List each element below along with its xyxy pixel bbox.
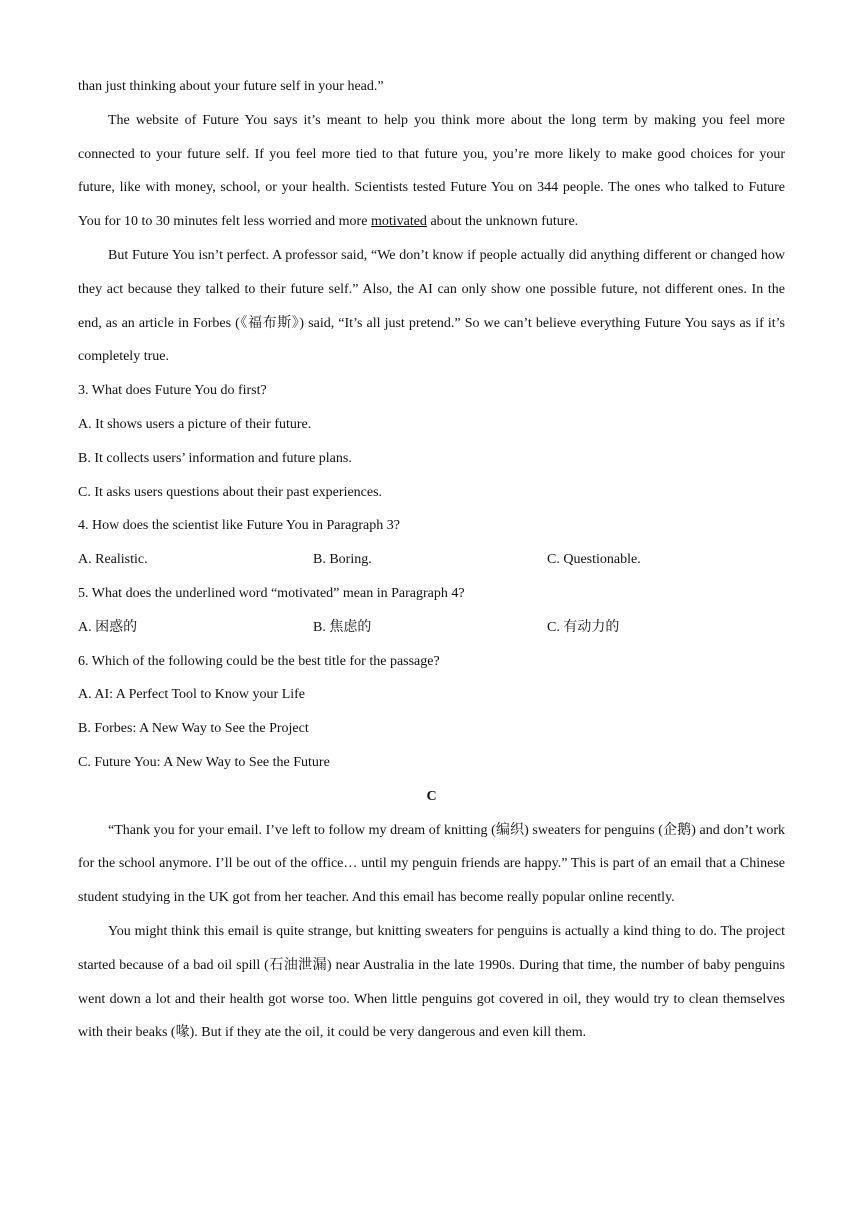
question-5-options: [78, 611, 785, 645]
question-5-option-c: C. 有动力的: [547, 619, 620, 635]
question-6-stem: 6. Which of the following could be the best title for the passage?: [78, 653, 440, 669]
question-5-stem: 5. What does the underlined word “motivated” mean in Paragraph 4?: [78, 585, 465, 601]
paragraph-email: “Thank you for your email. I’ve left to follow my dream of knitting (编织) sweaters for penguins (企鹅) and don’t work for the school anymore. I’ll be out of the office… until my penguin friends are happy.” This is part of an email that a Chinese student studying in the UK got from her teacher. And this email has become really popular online recently.: [78, 822, 785, 906]
question-4-option-b: B. Boring.: [313, 552, 372, 568]
question-4-stem: 4. How does the scientist like Future You in Paragraph 3?: [78, 518, 400, 534]
paragraph-website-text: The website of Future You says it’s meant to help you think more about the long term by making you feel more connected to your future self. If you feel more tied to that future you, you’re more likely to make good choices for your future, like with money, school, or your health. Scientists tested Future You on 344 people. The ones who talked to Future You for 10 to 30 minutes felt less worried and more: [78, 112, 785, 230]
question-3-option-b: B. It collects users’ information and future plans.: [78, 450, 352, 466]
question-3-stem: 3. What does Future You do first?: [78, 383, 267, 399]
question-4-options: [78, 543, 785, 577]
question-6-option-c: C. Future You: A New Way to See the Future: [78, 754, 330, 770]
question-6-option-a: A. AI: A Perfect Tool to Know your Life: [78, 687, 306, 703]
question-4-option-a: A. Realistic.: [78, 552, 148, 568]
paragraph-not-perfect: But Future You isn’t perfect. A professor said, “We don’t know if people actually did anything different or changed how they act because they talked to their future self.” Also, the AI can only show one possible future, not different ones. In the end, as an article in Forbes (《福布斯》) said, “It’s all just pretend.” So we can’t believe everything Future You says as if it’s completely true.: [78, 247, 785, 365]
question-5-option-b: B. 焦虑的: [313, 619, 372, 635]
paragraph-website-tail: about the unknown future.: [426, 214, 579, 230]
question-5-option-a: A. 困惑的: [78, 619, 138, 635]
paragraph-project: You might think this email is quite strange, but knitting sweaters for penguins is actually a kind thing to do. The project started because of a bad oil spill (石油泄漏) near Australia in the late 1990s. During that time, the number of baby penguins went down a lot and their health got worse too. When little penguins got covered in oil, they would try to clean themselves with their beaks (喙). But if they ate the oil, it could be very dangerous and even kill them.: [78, 923, 785, 1041]
paragraph-website: [78, 104, 785, 239]
paragraph-quote-end: than just thinking about your future self in your head.”: [78, 79, 384, 94]
document-page: [78, 70, 785, 1050]
question-3-option-a: A. It shows users a picture of their future.: [78, 416, 312, 432]
question-4-option-c: C. Questionable.: [547, 552, 641, 568]
question-6-option-b: B. Forbes: A New Way to See the Project: [78, 721, 309, 737]
underlined-word: motivated: [370, 214, 427, 230]
passage-c-heading: C: [426, 788, 437, 804]
question-3-option-c: C. It asks users questions about their past experiences.: [78, 484, 383, 500]
